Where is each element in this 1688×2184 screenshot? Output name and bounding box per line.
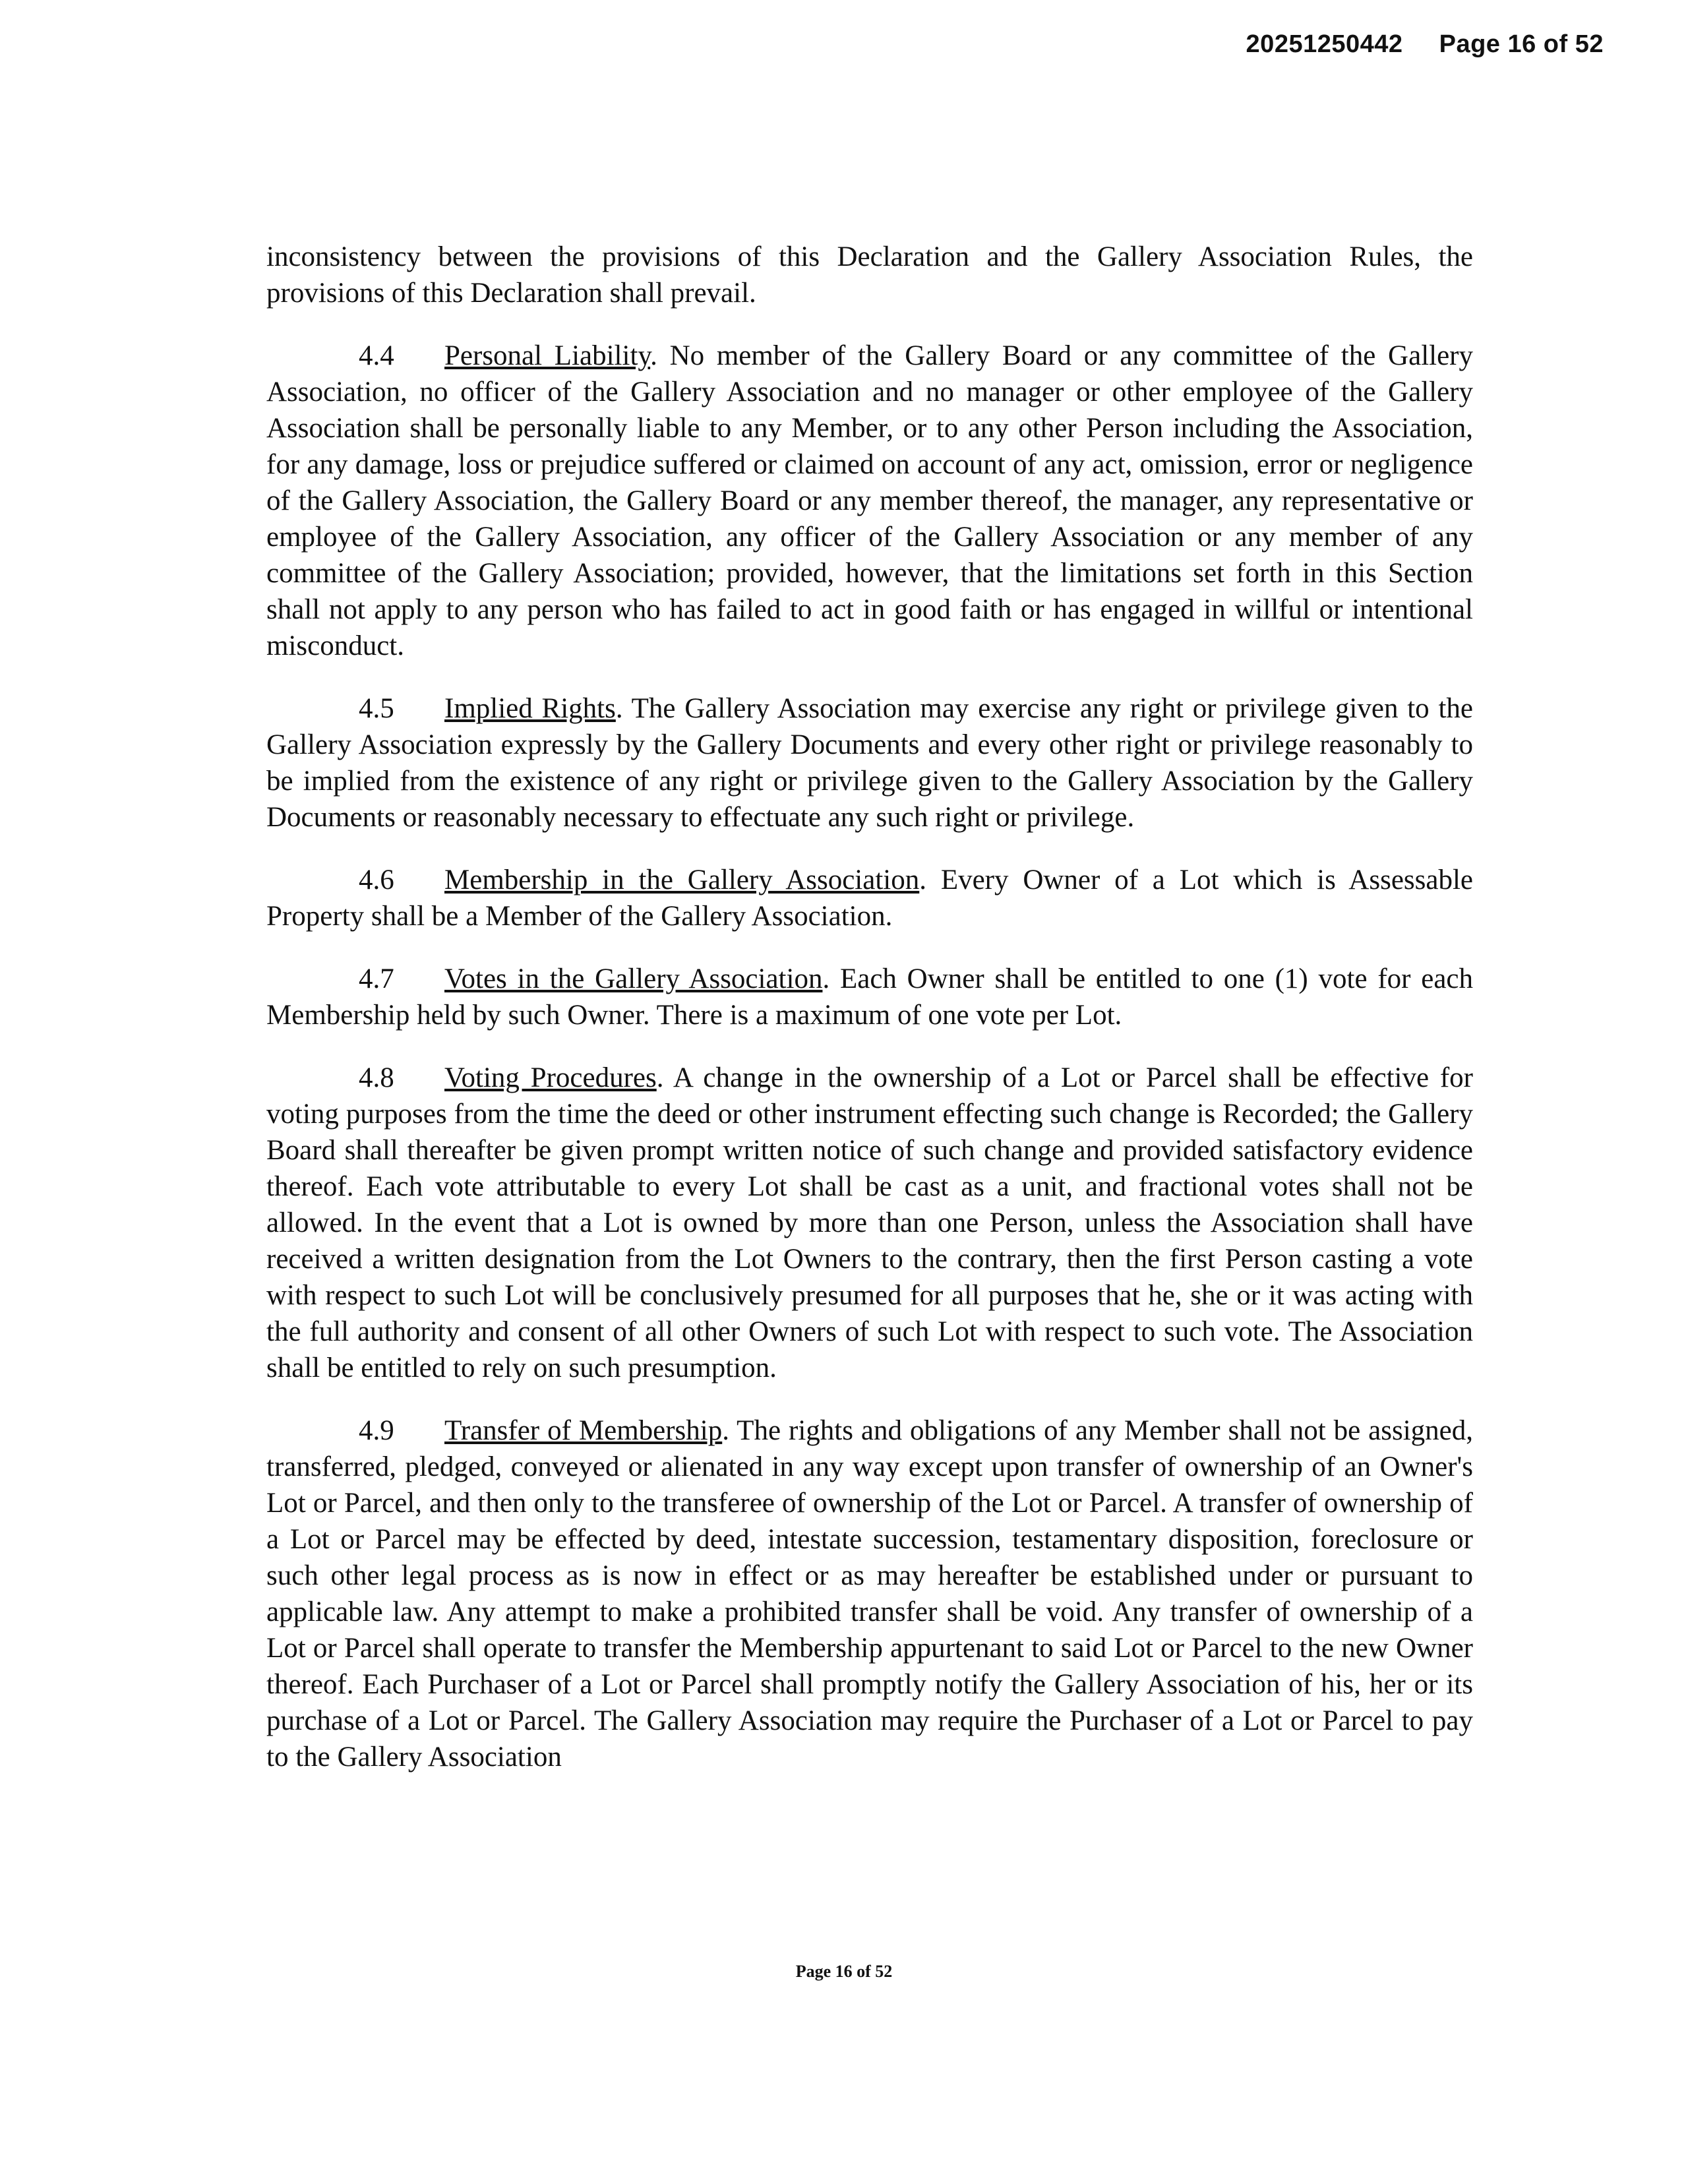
section-number: 4.6 bbox=[359, 864, 394, 895]
section-title: Voting Procedures bbox=[444, 1062, 657, 1093]
document-body bbox=[266, 239, 1473, 1802]
section-title: Personal Liability bbox=[444, 340, 651, 371]
section-title: Implied Rights bbox=[444, 693, 616, 724]
section-text: . The rights and obligations of any Member shall not be assigned, transferred, pledged, conveyed or alienated in any way except upon transfer of ownership of an Owner's Lot or Parcel, and then only to the transferee of ownership of the Lot or Parcel. A transfer of ownership of a Lot or Parcel may be effected by deed, intestate succession, testamentary disposition, foreclosure or such other legal process as is now in effect or as may hereafter be established under or pursuant to applicable law. Any attempt to make a prohibited transfer shall be void. Any transfer of ownership of a Lot or Parcel shall operate to transfer the Membership appurtenant to said Lot or Parcel to the new Owner thereof. Each Purchaser of a Lot or Parcel shall promptly notify the Gallery Association of his, her or its purchase of a Lot or Parcel. The Gallery Association may require the Purchaser of a Lot or Parcel to pay to the Gallery Association bbox=[266, 1415, 1473, 1773]
page-header bbox=[1246, 30, 1604, 59]
page-footer: Page 16 of 52 bbox=[795, 1962, 893, 1981]
section-title: Transfer of Membership bbox=[444, 1415, 723, 1446]
section-text: . A change in the ownership of a Lot or Parcel shall be effective for voting purposes from the time the deed or other instrument effecting such change is Recorded; the Gallery Board shall thereafter be given prompt written notice of such change and provided satisfactory evidence thereof. Each vote attributable to every Lot shall be cast as a unit, and fractional votes shall not be allowed. In the event that a Lot is owned by more than one Person, unless the Association shall have received a written designation from the Lot Owners to the contrary, then the first Person casting a vote with respect to such Lot will be conclusively presumed for all purposes that he, she or it was acting with the full authority and consent of all other Owners of such Lot with respect to such vote. The Association shall be entitled to rely on such presumption. bbox=[266, 1062, 1473, 1383]
section-text: . Each Owner shall be entitled to one (1) vote for each Membership held by such Owner. There is a maximum of one vote per Lot. bbox=[266, 963, 1473, 1031]
section-number: 4.5 bbox=[359, 693, 394, 724]
section-title: Membership in the Gallery Association bbox=[444, 864, 920, 895]
section-number: 4.8 bbox=[359, 1062, 394, 1093]
section-number: 4.7 bbox=[359, 963, 394, 994]
section-number: 4.9 bbox=[359, 1415, 394, 1446]
document-id: 20251250442 bbox=[1246, 30, 1403, 58]
section-4-5 bbox=[266, 690, 1473, 835]
section-text: . The Gallery Association may exercise any right or privilege given to the Gallery Association expressly by the Gallery Documents and every other right or privilege reasonably to be implied from the existence of any right or privilege given to the Gallery Association by the Gallery Documents or reasonably necessary to effectuate any such right or privilege. bbox=[266, 693, 1473, 833]
section-number: 4.4 bbox=[359, 340, 394, 371]
section-4-4 bbox=[266, 338, 1473, 664]
intro-paragraph: inconsistency between the provisions of this Declaration and the Gallery Association Rules, the provisions of this Declaration shall prevail. bbox=[266, 241, 1473, 309]
section-text: . Every Owner of a Lot which is Assessable Property shall be a Member of the Gallery Association. bbox=[266, 864, 1473, 932]
section-text: . No member of the Gallery Board or any committee of the Gallery Association, no officer of the Gallery Association and no manager or other employee of the Gallery Association shall be personally liable to any Member, or to any other Person including the Association, for any damage, loss or prejudice suffered or claimed on account of any act, omission, error or negligence of the Gallery Association, the Gallery Board or any member thereof, the manager, any representative or employee of the Gallery Association, any officer of the Gallery Association or any member of any committee of the Gallery Association; provided, however, that the limitations set forth in this Section shall not apply to any person who has failed to act in good faith or has engaged in willful or intentional misconduct. bbox=[266, 340, 1473, 661]
section-4-7 bbox=[266, 961, 1473, 1033]
section-4-9 bbox=[266, 1412, 1473, 1775]
section-title: Votes in the Gallery Association bbox=[444, 963, 823, 994]
section-4-8 bbox=[266, 1060, 1473, 1386]
header-page-label: Page 16 of 52 bbox=[1439, 30, 1604, 58]
section-4-6 bbox=[266, 862, 1473, 934]
